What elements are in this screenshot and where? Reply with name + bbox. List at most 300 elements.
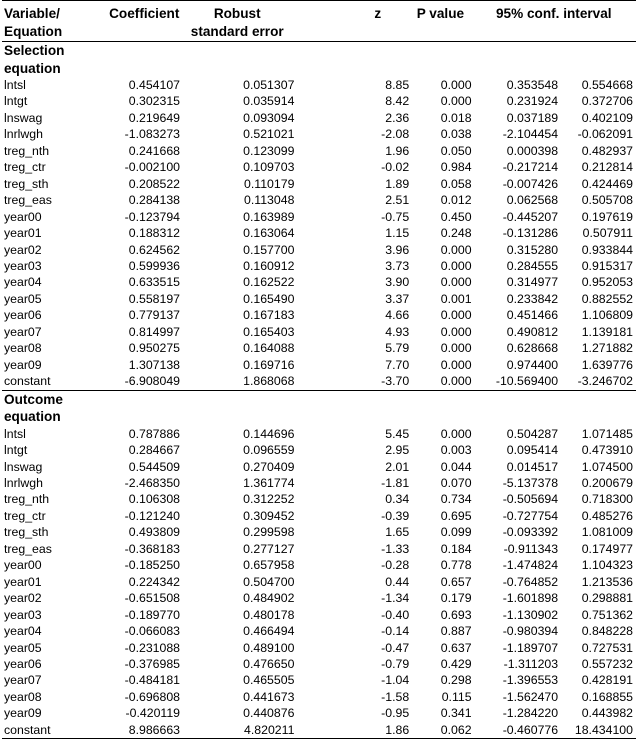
table-row [2, 209, 636, 225]
cell-robust-se: 0.504700 [243, 574, 295, 589]
header-pvalue: P value [416, 6, 465, 21]
cell-coefficient: 0.599936 [128, 258, 181, 273]
cell-robust-se: 0.109703 [243, 160, 295, 175]
table-row [2, 258, 636, 274]
cell-ci-upper: 0.168855 [581, 689, 633, 704]
cell-coefficient: -0.484181 [124, 673, 181, 688]
cell-pvalue: 0.070 [440, 475, 472, 490]
cell-robust-se: 0.299598 [243, 525, 295, 540]
cell-robust-se: 0.309452 [243, 508, 295, 523]
cell-robust-se: 0.657958 [243, 558, 295, 573]
cell-coefficient: 0.493809 [128, 525, 181, 540]
cell-pvalue: 0.000 [440, 324, 472, 339]
header-z: z [374, 6, 382, 21]
cell-ci-lower: 0.628668 [506, 341, 559, 356]
table-row [2, 491, 636, 507]
cell-coefficient: -1.083273 [124, 127, 181, 142]
cell-ci-lower: 0.000398 [506, 143, 559, 158]
cell-z: 1.86 [294, 722, 409, 739]
cell-z: -1.04 [381, 673, 410, 688]
empty-cell [294, 408, 409, 426]
table-row [2, 722, 636, 739]
cell-coefficient: 0.302315 [128, 94, 181, 109]
cell-variable: treg_ctr [4, 508, 46, 523]
cell-pvalue: 0.001 [440, 291, 472, 306]
cell-z: 0.44 [385, 574, 410, 589]
cell-coefficient: 0.454107 [128, 78, 181, 92]
cell-coefficient: 0.208522 [128, 176, 181, 191]
cell-z: 2.51 [385, 193, 410, 208]
cell-ci-upper: 1.071485 [581, 426, 633, 441]
cell-pvalue: 0.000 [440, 357, 472, 372]
cell-ci-upper: 0.298881 [581, 591, 633, 606]
header-variable: Variable/ [4, 6, 60, 21]
cell-z: 4.66 [385, 308, 410, 323]
cell-ci-upper: 1.139181 [581, 324, 633, 339]
cell-z: -0.40 [381, 607, 410, 622]
table-row [2, 93, 636, 109]
table-row [2, 192, 636, 208]
header-coefficient: Coefficient [109, 6, 180, 21]
cell-coefficient: -0.002100 [124, 160, 181, 175]
cell-robust-se: 0.163064 [243, 226, 295, 241]
cell-variable: year08 [4, 689, 42, 704]
table-row [2, 459, 636, 475]
cell-ci-lower: 0.974400 [506, 357, 559, 372]
header-empty-4 [472, 23, 559, 42]
cell-ci-lower: 0.504287 [506, 426, 559, 441]
cell-variable: year07 [4, 324, 42, 339]
cell-ci-lower: 0.353548 [506, 78, 559, 92]
cell-ci-lower: -1.396553 [502, 673, 559, 688]
cell-coefficient: 0.106308 [128, 492, 181, 507]
cell-variable: year01 [4, 226, 42, 241]
empty-cell [472, 390, 559, 408]
header-row-2 [2, 23, 636, 42]
cell-variable: year05 [4, 291, 42, 306]
empty-cell [180, 42, 294, 60]
cell-ci-upper: 0.505708 [581, 193, 633, 208]
cell-z: -0.75 [381, 209, 410, 224]
cell-robust-se: 0.123099 [243, 143, 295, 158]
cell-coefficient: 0.633515 [128, 275, 181, 290]
cell-ci-upper: 0.554668 [581, 78, 633, 92]
cell-z: 4.93 [385, 324, 410, 339]
cell-ci-upper: 0.882552 [581, 291, 633, 306]
regression-table [2, 0, 636, 739]
empty-cell [180, 408, 294, 426]
cell-coefficient: 0.950275 [128, 341, 181, 356]
cell-ci-lower: 0.451466 [506, 308, 559, 323]
cell-ci-upper: 1.081009 [581, 525, 633, 540]
cell-pvalue: 0.000 [440, 242, 472, 257]
cell-pvalue: 0.887 [440, 624, 472, 639]
cell-coefficient: -0.420119 [125, 706, 181, 721]
cell-ci-upper: 0.197619 [581, 209, 633, 224]
table-row [2, 143, 636, 159]
cell-variable: lntsl [4, 426, 26, 441]
cell-ci-upper: 0.443982 [581, 706, 633, 721]
cell-coefficient: -2.468350 [124, 475, 181, 490]
cell-z: -0.79 [381, 656, 410, 671]
section-title-row [2, 408, 636, 426]
cell-pvalue: 0.184 [440, 541, 472, 556]
cell-ci-upper: 0.933844 [581, 242, 633, 257]
cell-pvalue: 0.000 [440, 78, 472, 92]
cell-ci-lower: -0.007426 [502, 176, 559, 191]
cell-z: 2.95 [385, 443, 410, 458]
cell-ci-lower: 0.315280 [506, 242, 559, 257]
empty-cell [558, 42, 636, 60]
cell-coefficient: 0.814997 [128, 324, 181, 339]
cell-coefficient: 1.307138 [128, 357, 181, 372]
table-row [2, 607, 636, 623]
cell-z: 3.37 [385, 291, 410, 306]
table-row [2, 274, 636, 290]
cell-z: -3.70 [381, 374, 410, 389]
cell-pvalue: 0.778 [440, 558, 472, 573]
section-title: equation [4, 409, 61, 425]
cell-ci-lower: -1.130902 [502, 607, 559, 622]
cell-robust-se: 0.165403 [243, 324, 295, 339]
cell-z: 8.85 [385, 78, 410, 92]
cell-variable: year05 [4, 640, 42, 655]
cell-pvalue: 0.341 [440, 706, 472, 721]
cell-z: 0.34 [385, 492, 410, 507]
cell-z: 1.89 [385, 176, 410, 191]
empty-cell [294, 60, 409, 78]
cell-z: -1.34 [381, 591, 410, 606]
cell-ci-upper: -3.246702 [577, 374, 633, 389]
cell-coefficient: 0.241668 [128, 143, 181, 158]
cell-z: 5.45 [385, 426, 410, 441]
section-title: equation [4, 60, 61, 76]
cell-ci-upper: 0.952053 [581, 275, 633, 290]
cell-robust-se: 0.051307 [243, 78, 295, 92]
table-row [2, 656, 636, 672]
cell-pvalue: 0.003 [440, 443, 472, 458]
cell-coefficient: -0.189770 [124, 607, 181, 622]
cell-ci-upper: 0.372706 [581, 94, 633, 109]
cell-coefficient: 0.284667 [128, 443, 181, 458]
cell-z: -0.95 [381, 706, 410, 721]
cell-pvalue: 0.012 [440, 193, 472, 208]
cell-ci-lower: -0.460776 [472, 722, 559, 739]
cell-variable: year00 [4, 558, 42, 573]
cell-pvalue: 0.695 [440, 508, 472, 523]
cell-variable: lnswag [4, 110, 43, 125]
cell-robust-se: 0.164088 [243, 341, 295, 356]
cell-robust-se: 0.144696 [243, 426, 295, 441]
cell-pvalue: 0.000 [440, 94, 472, 109]
cell-variable: year04 [4, 624, 42, 639]
cell-robust-se: 0.480178 [243, 607, 295, 622]
cell-robust-se: 0.157700 [243, 242, 295, 257]
cell-z: 7.70 [385, 357, 410, 372]
section-title: Outcome [2, 390, 108, 408]
cell-coefficient: 0.779137 [128, 308, 181, 323]
section-title-row [2, 390, 636, 408]
cell-ci-upper: 1.639776 [581, 357, 633, 372]
cell-z: 2.01 [385, 459, 410, 474]
cell-ci-lower: -10.569400 [495, 374, 559, 389]
table-row [2, 442, 636, 458]
cell-coefficient: -0.185250 [124, 558, 181, 573]
cell-ci-upper: 0.915317 [581, 258, 633, 273]
cell-robust-se: 0.165490 [243, 291, 295, 306]
cell-robust-se: 0.270409 [243, 459, 295, 474]
cell-ci-upper: 1.271882 [581, 341, 633, 356]
section-title: Selection [4, 43, 65, 58]
cell-robust-se: 0.169716 [243, 357, 295, 372]
cell-ci-upper: 0.507911 [582, 226, 633, 241]
cell-ci-lower: -0.093392 [502, 525, 559, 540]
cell-ci-upper: 1.104323 [581, 558, 633, 573]
cell-z: -0.47 [381, 640, 410, 655]
table-row [2, 541, 636, 557]
cell-coefficient: -0.121240 [124, 508, 181, 523]
table-row [2, 324, 636, 340]
cell-variable: treg_sth [4, 525, 49, 540]
table-header [2, 1, 636, 42]
cell-pvalue: 0.657 [440, 574, 472, 589]
header-robust: Robust [213, 6, 261, 21]
cell-coefficient: -0.651508 [124, 591, 181, 606]
cell-ci-lower: 0.095414 [506, 443, 559, 458]
cell-ci-lower: -1.474824 [502, 558, 559, 573]
cell-pvalue: 0.179 [440, 591, 472, 606]
cell-robust-se: 0.160912 [243, 258, 295, 273]
table-row [2, 110, 636, 126]
cell-ci-lower: 0.231924 [506, 94, 559, 109]
cell-variable: year07 [4, 673, 42, 688]
table-row [2, 242, 636, 258]
cell-coefficient: 0.787886 [128, 426, 181, 441]
cell-z: 3.73 [385, 258, 410, 273]
cell-ci-lower: 0.037189 [506, 110, 559, 125]
cell-pvalue: 0.000 [440, 374, 472, 389]
section-title-row [2, 60, 636, 78]
cell-robust-se: 0.489100 [243, 640, 295, 655]
cell-variable: constant [4, 374, 51, 389]
table-row [2, 508, 636, 524]
cell-ci-lower: -1.601898 [502, 591, 559, 606]
cell-pvalue: 0.637 [440, 640, 472, 655]
table-row [2, 524, 636, 540]
cell-variable: treg_ctr [4, 160, 46, 175]
cell-ci-upper: 1.213536 [581, 574, 633, 589]
table-row [2, 340, 636, 356]
cell-pvalue: 0.000 [440, 275, 472, 290]
cell-z: 3.96 [385, 242, 410, 257]
cell-variable: year09 [4, 357, 42, 372]
cell-variable: year06 [4, 308, 42, 323]
cell-variable: year00 [4, 209, 42, 224]
cell-pvalue: 0.000 [440, 258, 472, 273]
cell-variable: lntsl [4, 78, 26, 92]
cell-z: -0.14 [381, 624, 410, 639]
cell-coefficient: 0.558197 [128, 291, 181, 306]
cell-ci-lower: 0.490812 [506, 324, 559, 339]
cell-robust-se: 1.361774 [243, 475, 295, 490]
cell-ci-upper: 0.212814 [581, 160, 633, 175]
table-row [2, 176, 636, 192]
empty-cell [294, 390, 409, 408]
cell-ci-lower: -1.311203 [503, 656, 559, 671]
header-standard-error: standard error [190, 23, 284, 39]
cell-ci-lower: 0.284555 [506, 258, 559, 273]
cell-z: -2.08 [381, 127, 410, 142]
table-row [2, 373, 636, 390]
cell-variable: year08 [4, 341, 42, 356]
cell-robust-se: 4.820211 [180, 722, 294, 739]
table-row [2, 557, 636, 573]
empty-cell [558, 408, 636, 426]
cell-z: -1.58 [381, 689, 410, 704]
cell-coefficient: -0.066083 [124, 624, 181, 639]
cell-coefficient: 0.284138 [128, 193, 181, 208]
cell-ci-upper: 0.485276 [581, 508, 633, 523]
cell-pvalue: 0.000 [440, 341, 472, 356]
cell-robust-se: 1.868068 [243, 374, 295, 389]
cell-robust-se: 0.113048 [244, 193, 295, 208]
cell-pvalue: 0.984 [440, 160, 472, 175]
cell-z: 8.42 [385, 94, 410, 109]
cell-variable: year03 [4, 607, 42, 622]
cell-variable: treg_eas [4, 193, 52, 208]
empty-cell [180, 390, 294, 408]
cell-variable: treg_nth [4, 143, 50, 158]
cell-ci-upper: 0.424469 [581, 176, 633, 191]
cell-z: 1.15 [385, 226, 410, 241]
cell-variable: year01 [4, 574, 42, 589]
empty-cell [108, 408, 180, 426]
cell-ci-upper: 1.074500 [581, 459, 633, 474]
cell-ci-lower: -1.284220 [502, 706, 559, 721]
table-row [2, 689, 636, 705]
cell-ci-upper: 1.106809 [581, 308, 633, 323]
cell-pvalue: 0.044 [440, 459, 472, 474]
cell-pvalue: 0.693 [440, 607, 472, 622]
cell-ci-lower: 0.014517 [506, 459, 559, 474]
cell-variable: treg_eas [4, 541, 52, 556]
cell-ci-lower: -1.189707 [502, 640, 559, 655]
empty-cell [472, 408, 559, 426]
cell-z: 3.90 [385, 275, 410, 290]
cell-coefficient: -6.908049 [124, 374, 181, 389]
cell-ci-lower: -0.764852 [502, 574, 559, 589]
cell-pvalue: 0.058 [440, 176, 472, 191]
header-empty-2 [294, 23, 409, 42]
empty-cell [472, 42, 559, 60]
table-body [2, 42, 636, 739]
cell-robust-se: 0.096559 [243, 443, 295, 458]
cell-pvalue: 0.429 [440, 656, 472, 671]
cell-robust-se: 0.440876 [243, 706, 295, 721]
cell-coefficient: 8.986663 [108, 722, 180, 739]
section-title-row [2, 42, 636, 60]
cell-robust-se: 0.035914 [243, 94, 295, 109]
cell-variable: year02 [4, 242, 42, 257]
cell-coefficient: -0.123794 [124, 209, 181, 224]
table-row [2, 623, 636, 639]
cell-ci-lower: 0.314977 [506, 275, 559, 290]
cell-variable: lnrlwgh [4, 127, 43, 142]
empty-cell [472, 60, 559, 78]
cell-ci-upper: 0.200679 [581, 475, 633, 490]
table-row [2, 475, 636, 491]
empty-cell [409, 42, 471, 60]
empty-cell [180, 60, 294, 78]
cell-coefficient: -0.376985 [124, 656, 181, 671]
cell-coefficient: -0.696808 [124, 689, 181, 704]
empty-cell [558, 60, 636, 78]
cell-robust-se: 0.277127 [243, 541, 295, 556]
cell-ci-upper: 0.174977 [581, 541, 633, 556]
empty-cell [558, 390, 636, 408]
cell-coefficient: 0.224342 [128, 574, 181, 589]
empty-cell [108, 42, 180, 60]
cell-ci-lower: -0.727754 [502, 508, 559, 523]
cell-ci-lower: -2.104454 [502, 127, 559, 142]
table-row [2, 705, 636, 721]
cell-z: -0.02 [381, 160, 410, 175]
header-row-1 [2, 1, 636, 23]
cell-variable: year06 [4, 656, 42, 671]
cell-ci-upper: 0.848228 [581, 624, 633, 639]
cell-ci-lower: -0.131286 [502, 226, 559, 241]
cell-z: 1.65 [385, 525, 410, 540]
cell-ci-upper: 0.727531 [581, 640, 633, 655]
cell-ci-lower: -0.217214 [502, 160, 559, 175]
cell-pvalue: 0.000 [440, 308, 472, 323]
cell-variable: lnswag [4, 459, 43, 474]
cell-ci-lower: 0.233842 [506, 291, 559, 306]
cell-coefficient: 0.188312 [128, 226, 181, 241]
cell-pvalue: 0.038 [440, 127, 472, 142]
cell-pvalue: 0.050 [440, 143, 472, 158]
cell-ci-lower: -0.911343 [503, 541, 559, 556]
table-row [2, 574, 636, 590]
cell-ci-lower: 0.062568 [506, 193, 559, 208]
empty-cell [294, 42, 409, 60]
cell-ci-lower: -0.980394 [502, 624, 559, 639]
cell-robust-se: 0.167183 [243, 308, 295, 323]
cell-variable: constant [2, 722, 108, 739]
cell-pvalue: 0.115 [441, 689, 472, 704]
cell-ci-lower: -5.137378 [502, 475, 559, 490]
cell-robust-se: 0.312252 [243, 492, 295, 507]
cell-pvalue: 0.248 [440, 226, 472, 241]
cell-coefficient: -0.368183 [124, 541, 181, 556]
empty-cell [409, 60, 471, 78]
cell-ci-lower: -1.562470 [502, 689, 559, 704]
cell-pvalue: 0.062 [409, 722, 471, 739]
cell-ci-upper: 0.402109 [581, 110, 633, 125]
table-row [2, 291, 636, 307]
cell-variable: lntgt [4, 94, 28, 109]
cell-z: 1.96 [385, 143, 410, 158]
cell-ci-upper: 18.434100 [558, 722, 636, 739]
cell-pvalue: 0.734 [440, 492, 472, 507]
cell-pvalue: 0.018 [440, 110, 472, 125]
cell-robust-se: 0.465505 [243, 673, 295, 688]
empty-cell [409, 390, 471, 408]
cell-coefficient: 0.219649 [128, 110, 181, 125]
header-empty-1 [108, 23, 180, 42]
cell-pvalue: 0.000 [440, 426, 472, 441]
cell-robust-se: 0.484902 [243, 591, 295, 606]
